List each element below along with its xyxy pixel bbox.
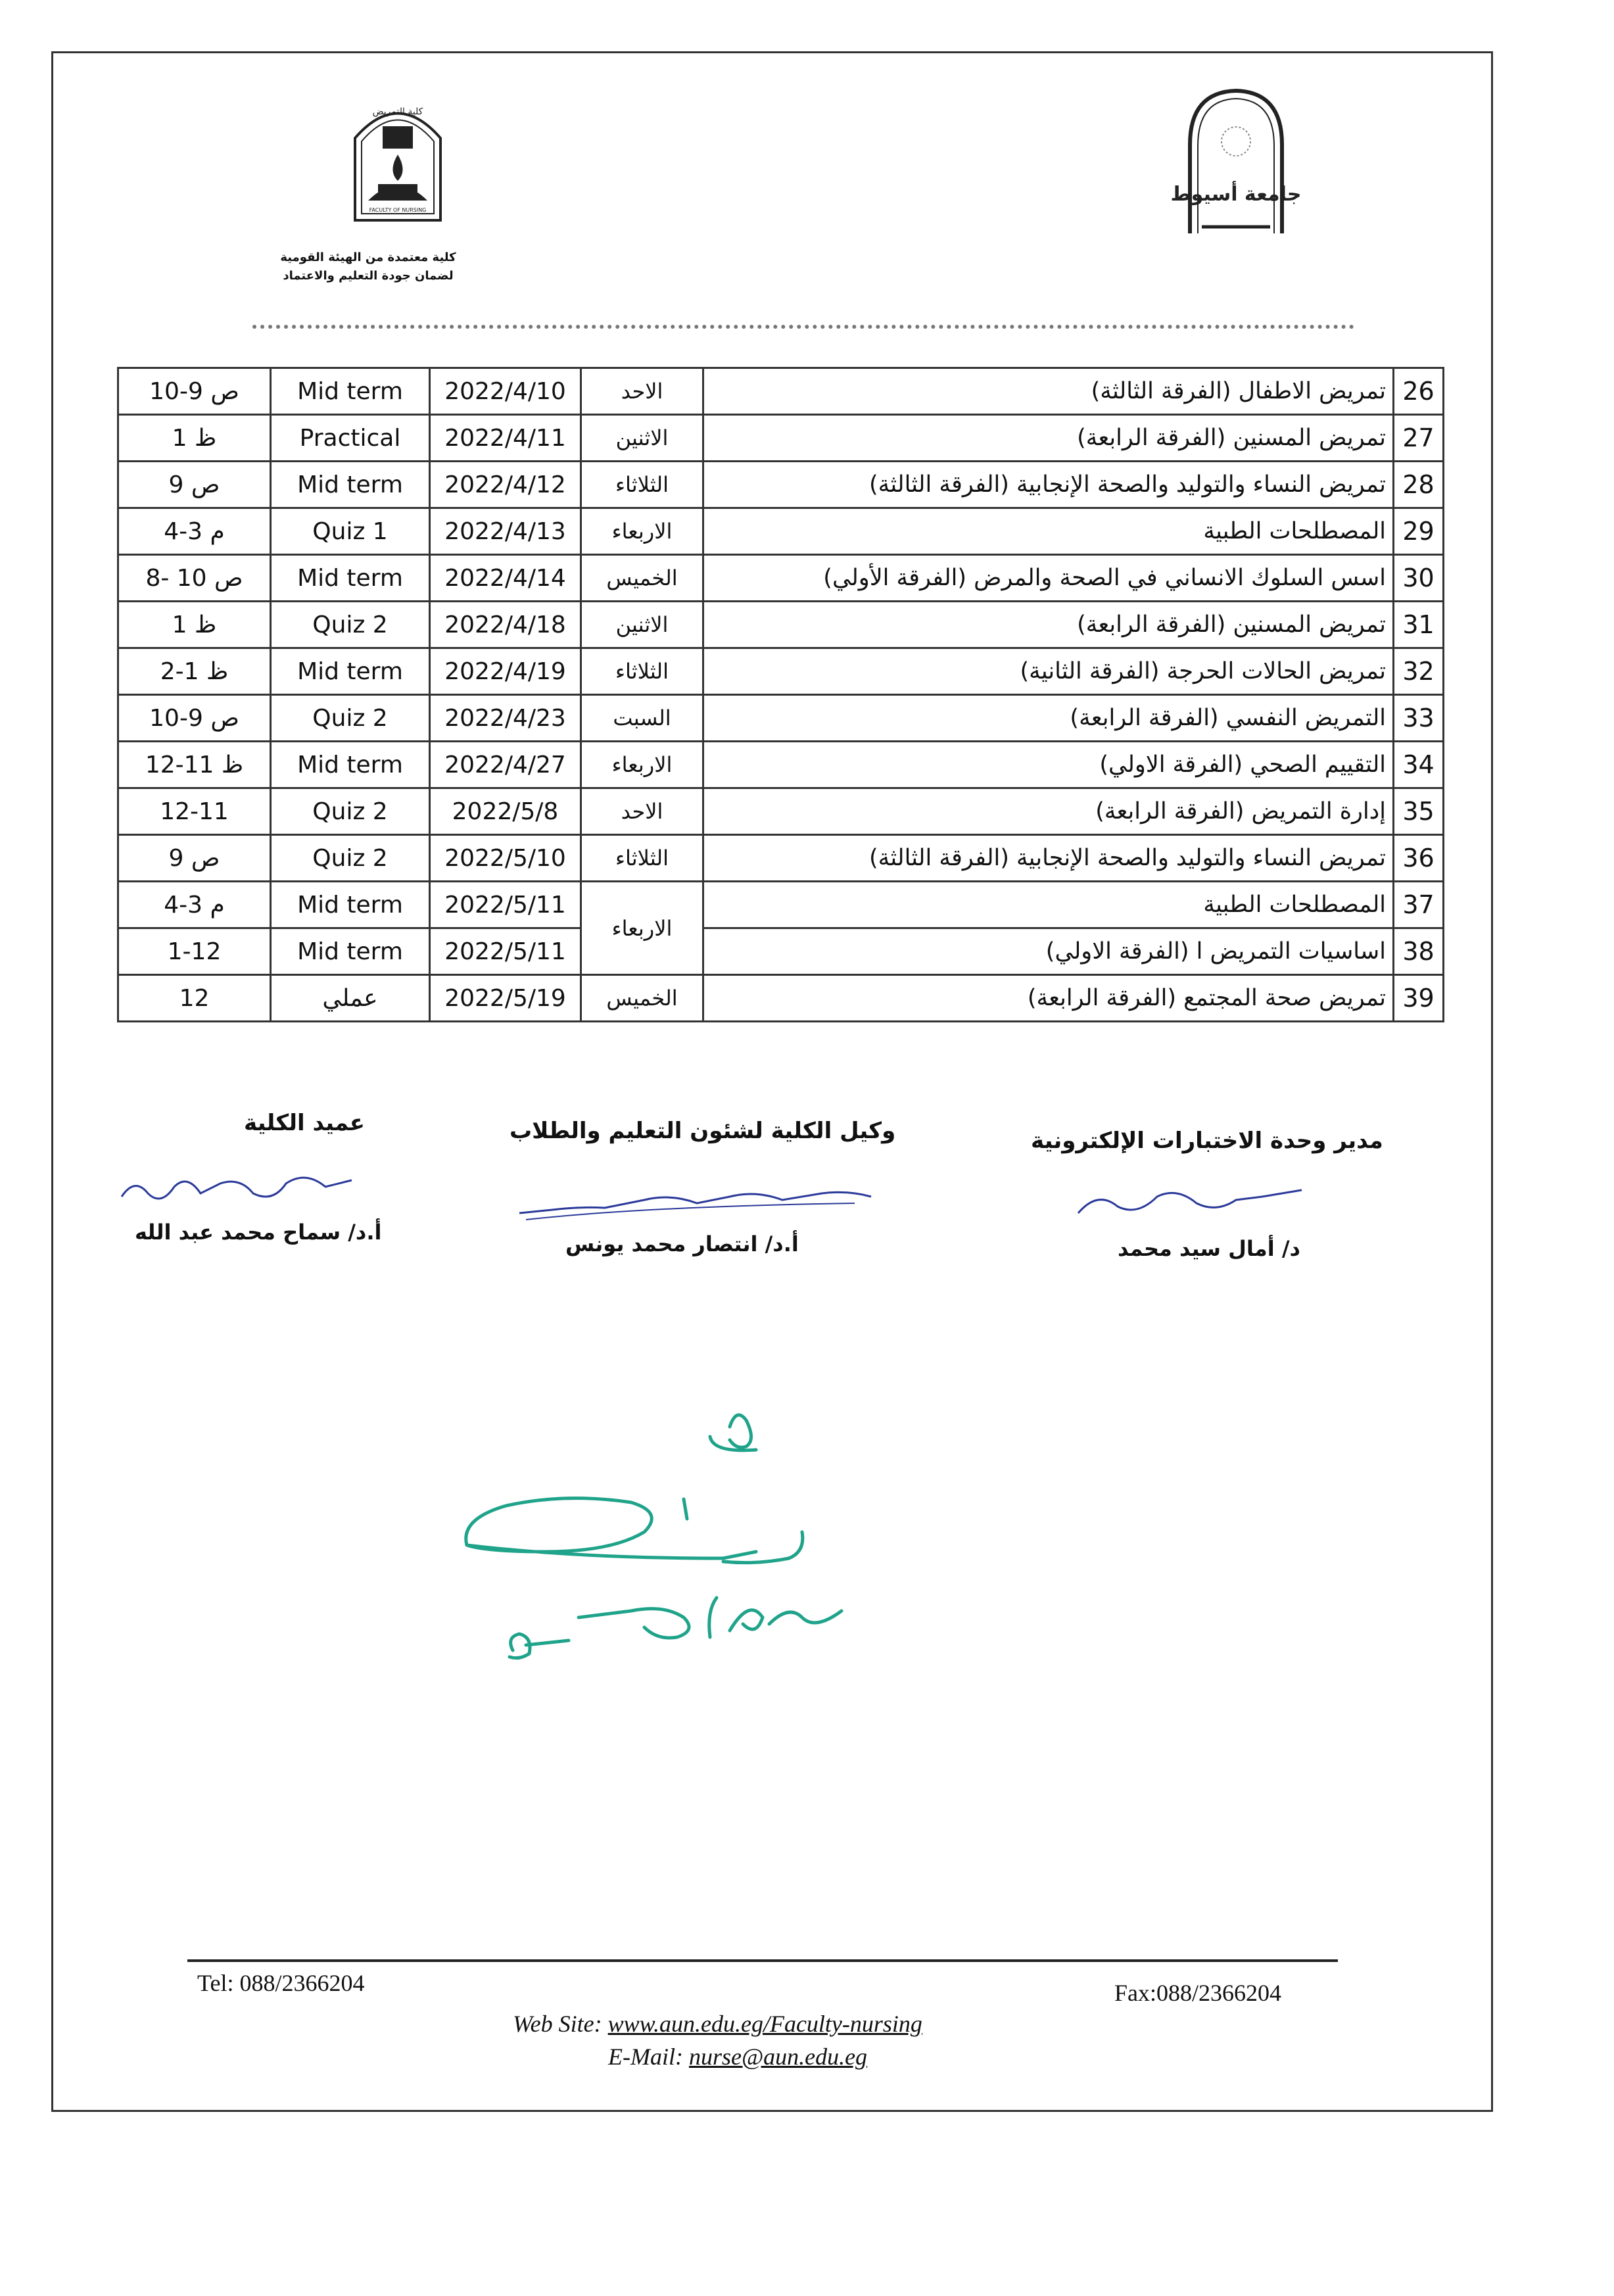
website-link[interactable]: www.aun.edu.eg/Faculty-nursing xyxy=(607,2011,922,2037)
cell-date: 2022/4/27 xyxy=(430,742,581,788)
cell-type: Mid term xyxy=(271,882,430,928)
cell-course: اسس السلوك الانساني في الصحة والمرض (الفرقة الأولي) xyxy=(703,555,1394,602)
cell-number: 33 xyxy=(1394,695,1444,742)
cell-number: 36 xyxy=(1394,835,1444,882)
accreditation-line-1: كلية معتمدة من الهيئة القومية xyxy=(280,251,456,264)
cell-date: 2022/5/11 xyxy=(430,882,581,928)
cell-day: الثلاثاء xyxy=(581,835,703,882)
cell-course: تمريض الاطفال (الفرقة الثالثة) xyxy=(703,368,1394,415)
cell-number: 29 xyxy=(1394,508,1444,555)
cell-time: 1-12 xyxy=(118,928,271,975)
cell-day: الخميس xyxy=(581,975,703,1022)
page-frame xyxy=(51,51,1493,2112)
cell-time: 9 ص xyxy=(118,462,271,508)
director-name: د/ أمال سيد محمد xyxy=(1118,1236,1300,1261)
cell-type: Quiz 2 xyxy=(271,602,430,648)
university-logo xyxy=(1170,85,1302,237)
cell-number: 39 xyxy=(1394,975,1444,1022)
email-label: E-Mail: xyxy=(608,2044,683,2070)
cell-type: Practical xyxy=(271,415,430,462)
cell-time: 10-9 ص xyxy=(118,368,271,415)
table-row xyxy=(118,928,1444,975)
table-row xyxy=(118,555,1444,602)
accreditation-line-2: لضمان جودة التعليم والاعتماد xyxy=(283,269,454,283)
table-row xyxy=(118,835,1444,882)
accreditation-statement xyxy=(224,249,513,285)
table-row xyxy=(118,788,1444,835)
footer-website xyxy=(513,2010,922,2038)
table-row xyxy=(118,462,1444,508)
table-row xyxy=(118,882,1444,928)
faculty-logo xyxy=(342,92,454,224)
cell-day: السبت xyxy=(581,695,703,742)
cell-date: 2022/4/23 xyxy=(430,695,581,742)
cell-time: 4-3 م xyxy=(118,882,271,928)
cell-date: 2022/5/19 xyxy=(430,975,581,1022)
cell-day: الاثنين xyxy=(581,602,703,648)
cell-time: 10-9 ص xyxy=(118,695,271,742)
cell-type: Quiz 2 xyxy=(271,695,430,742)
cell-type: Quiz 2 xyxy=(271,788,430,835)
cell-type: Mid term xyxy=(271,928,430,975)
cell-course: تمريض النساء والتوليد والصحة الإنجابية (الفرقة الثالثة) xyxy=(703,835,1394,882)
cell-type: عملي xyxy=(271,975,430,1022)
cell-date: 2022/4/12 xyxy=(430,462,581,508)
cell-course: التقييم الصحي (الفرقة الاولي) xyxy=(703,742,1394,788)
footer-tel: Tel: 088/2366204 xyxy=(197,1970,365,1996)
cell-type: Mid term xyxy=(271,462,430,508)
cell-day: الاربعاء xyxy=(581,742,703,788)
director-signature xyxy=(1072,1177,1321,1223)
table-row xyxy=(118,508,1444,555)
vice-dean-name: أ.د/ انتصار محمد يونس xyxy=(565,1232,799,1256)
cell-day: الاثنين xyxy=(581,415,703,462)
cell-time: 1 ظ xyxy=(118,602,271,648)
cell-number: 31 xyxy=(1394,602,1444,648)
director-title: مدير وحدة الاختبارات الإلكترونية xyxy=(1031,1128,1383,1154)
table-row xyxy=(118,415,1444,462)
cell-course: تمريض الحالات الحرجة (الفرقة الثانية) xyxy=(703,648,1394,695)
cell-day: الاحد xyxy=(581,788,703,835)
cell-type: Mid term xyxy=(271,368,430,415)
cell-type: Mid term xyxy=(271,648,430,695)
cell-date: 2022/4/13 xyxy=(430,508,581,555)
vice-dean-title: وكيل الكلية لشئون التعليم والطلاب xyxy=(510,1118,896,1144)
dean-title: عميد الكلية xyxy=(244,1110,365,1136)
exam-schedule-table xyxy=(117,367,1444,1022)
cell-date: 2022/4/18 xyxy=(430,602,581,648)
cell-time: 12-11 ظ xyxy=(118,742,271,788)
footer-email xyxy=(608,2043,867,2070)
cell-date: 2022/5/10 xyxy=(430,835,581,882)
table-row xyxy=(118,742,1444,788)
cell-number: 38 xyxy=(1394,928,1444,975)
cell-course: المصطلحات الطبية xyxy=(703,882,1394,928)
cell-time: 8- 10 ص xyxy=(118,555,271,602)
cell-type: Mid term xyxy=(271,742,430,788)
cell-day: الثلاثاء xyxy=(581,648,703,695)
table-row xyxy=(118,602,1444,648)
cell-course: تمريض المسنين (الفرقة الرابعة) xyxy=(703,415,1394,462)
cell-date: 2022/4/19 xyxy=(430,648,581,695)
cell-course: تمريض النساء والتوليد والصحة الإنجابية (الفرقة الثالثة) xyxy=(703,462,1394,508)
cell-date: 2022/5/11 xyxy=(430,928,581,975)
cell-date: 2022/4/11 xyxy=(430,415,581,462)
cell-date: 2022/4/10 xyxy=(430,368,581,415)
vice-dean-signature xyxy=(513,1180,881,1226)
email-link[interactable]: nurse@aun.edu.eg xyxy=(688,2044,868,2070)
cell-day: الاربعاء xyxy=(581,882,703,975)
cell-type: Mid term xyxy=(271,555,430,602)
cell-date: 2022/5/8 xyxy=(430,788,581,835)
footer-fax: Fax:088/2366204 xyxy=(1114,1980,1282,2006)
cell-number: 27 xyxy=(1394,415,1444,462)
cell-course: المصطلحات الطبية xyxy=(703,508,1394,555)
dean-signature xyxy=(115,1157,365,1216)
header-divider xyxy=(252,325,1354,329)
cell-time: 12 xyxy=(118,975,271,1022)
cell-day: الخميس xyxy=(581,555,703,602)
cell-number: 30 xyxy=(1394,555,1444,602)
cell-day: الاحد xyxy=(581,368,703,415)
cell-type: Quiz 2 xyxy=(271,835,430,882)
cell-number: 34 xyxy=(1394,742,1444,788)
cell-number: 26 xyxy=(1394,368,1444,415)
cell-day: الاربعاء xyxy=(581,508,703,555)
table-row xyxy=(118,695,1444,742)
cell-time: 2-1 ظ xyxy=(118,648,271,695)
cell-course: تمريض صحة المجتمع (الفرقة الرابعة) xyxy=(703,975,1394,1022)
faculty-logo-text: كلية التمريض xyxy=(372,107,423,117)
cell-number: 37 xyxy=(1394,882,1444,928)
cell-number: 28 xyxy=(1394,462,1444,508)
cell-time: 4-3 م xyxy=(118,508,271,555)
cell-number: 32 xyxy=(1394,648,1444,695)
website-label: Web Site: xyxy=(513,2011,602,2037)
table-row xyxy=(118,648,1444,695)
cell-course: التمريض النفسي (الفرقة الرابعة) xyxy=(703,695,1394,742)
dean-name: أ.د/ سماح محمد عبد الله xyxy=(135,1220,382,1245)
cell-time: 1 ظ xyxy=(118,415,271,462)
faculty-logo-text-en: FACULTY OF NURSING xyxy=(369,207,427,213)
cell-course: إدارة التمريض (الفرقة الرابعة) xyxy=(703,788,1394,835)
cell-course: اساسيات التمريض ا (الفرقة الاولي) xyxy=(703,928,1394,975)
handwritten-approval-annotation xyxy=(447,1400,868,1696)
table-row xyxy=(118,975,1444,1022)
cell-time: 12-11 xyxy=(118,788,271,835)
cell-day: الثلاثاء xyxy=(581,462,703,508)
footer-divider xyxy=(187,1959,1338,1962)
cell-course: تمريض المسنين (الفرقة الرابعة) xyxy=(703,602,1394,648)
cell-type: Quiz 1 xyxy=(271,508,430,555)
cell-number: 35 xyxy=(1394,788,1444,835)
table-row xyxy=(118,368,1444,415)
cell-date: 2022/4/14 xyxy=(430,555,581,602)
university-logo-text: جامعة أسيوط xyxy=(1170,183,1302,206)
cell-time: 9 ص xyxy=(118,835,271,882)
